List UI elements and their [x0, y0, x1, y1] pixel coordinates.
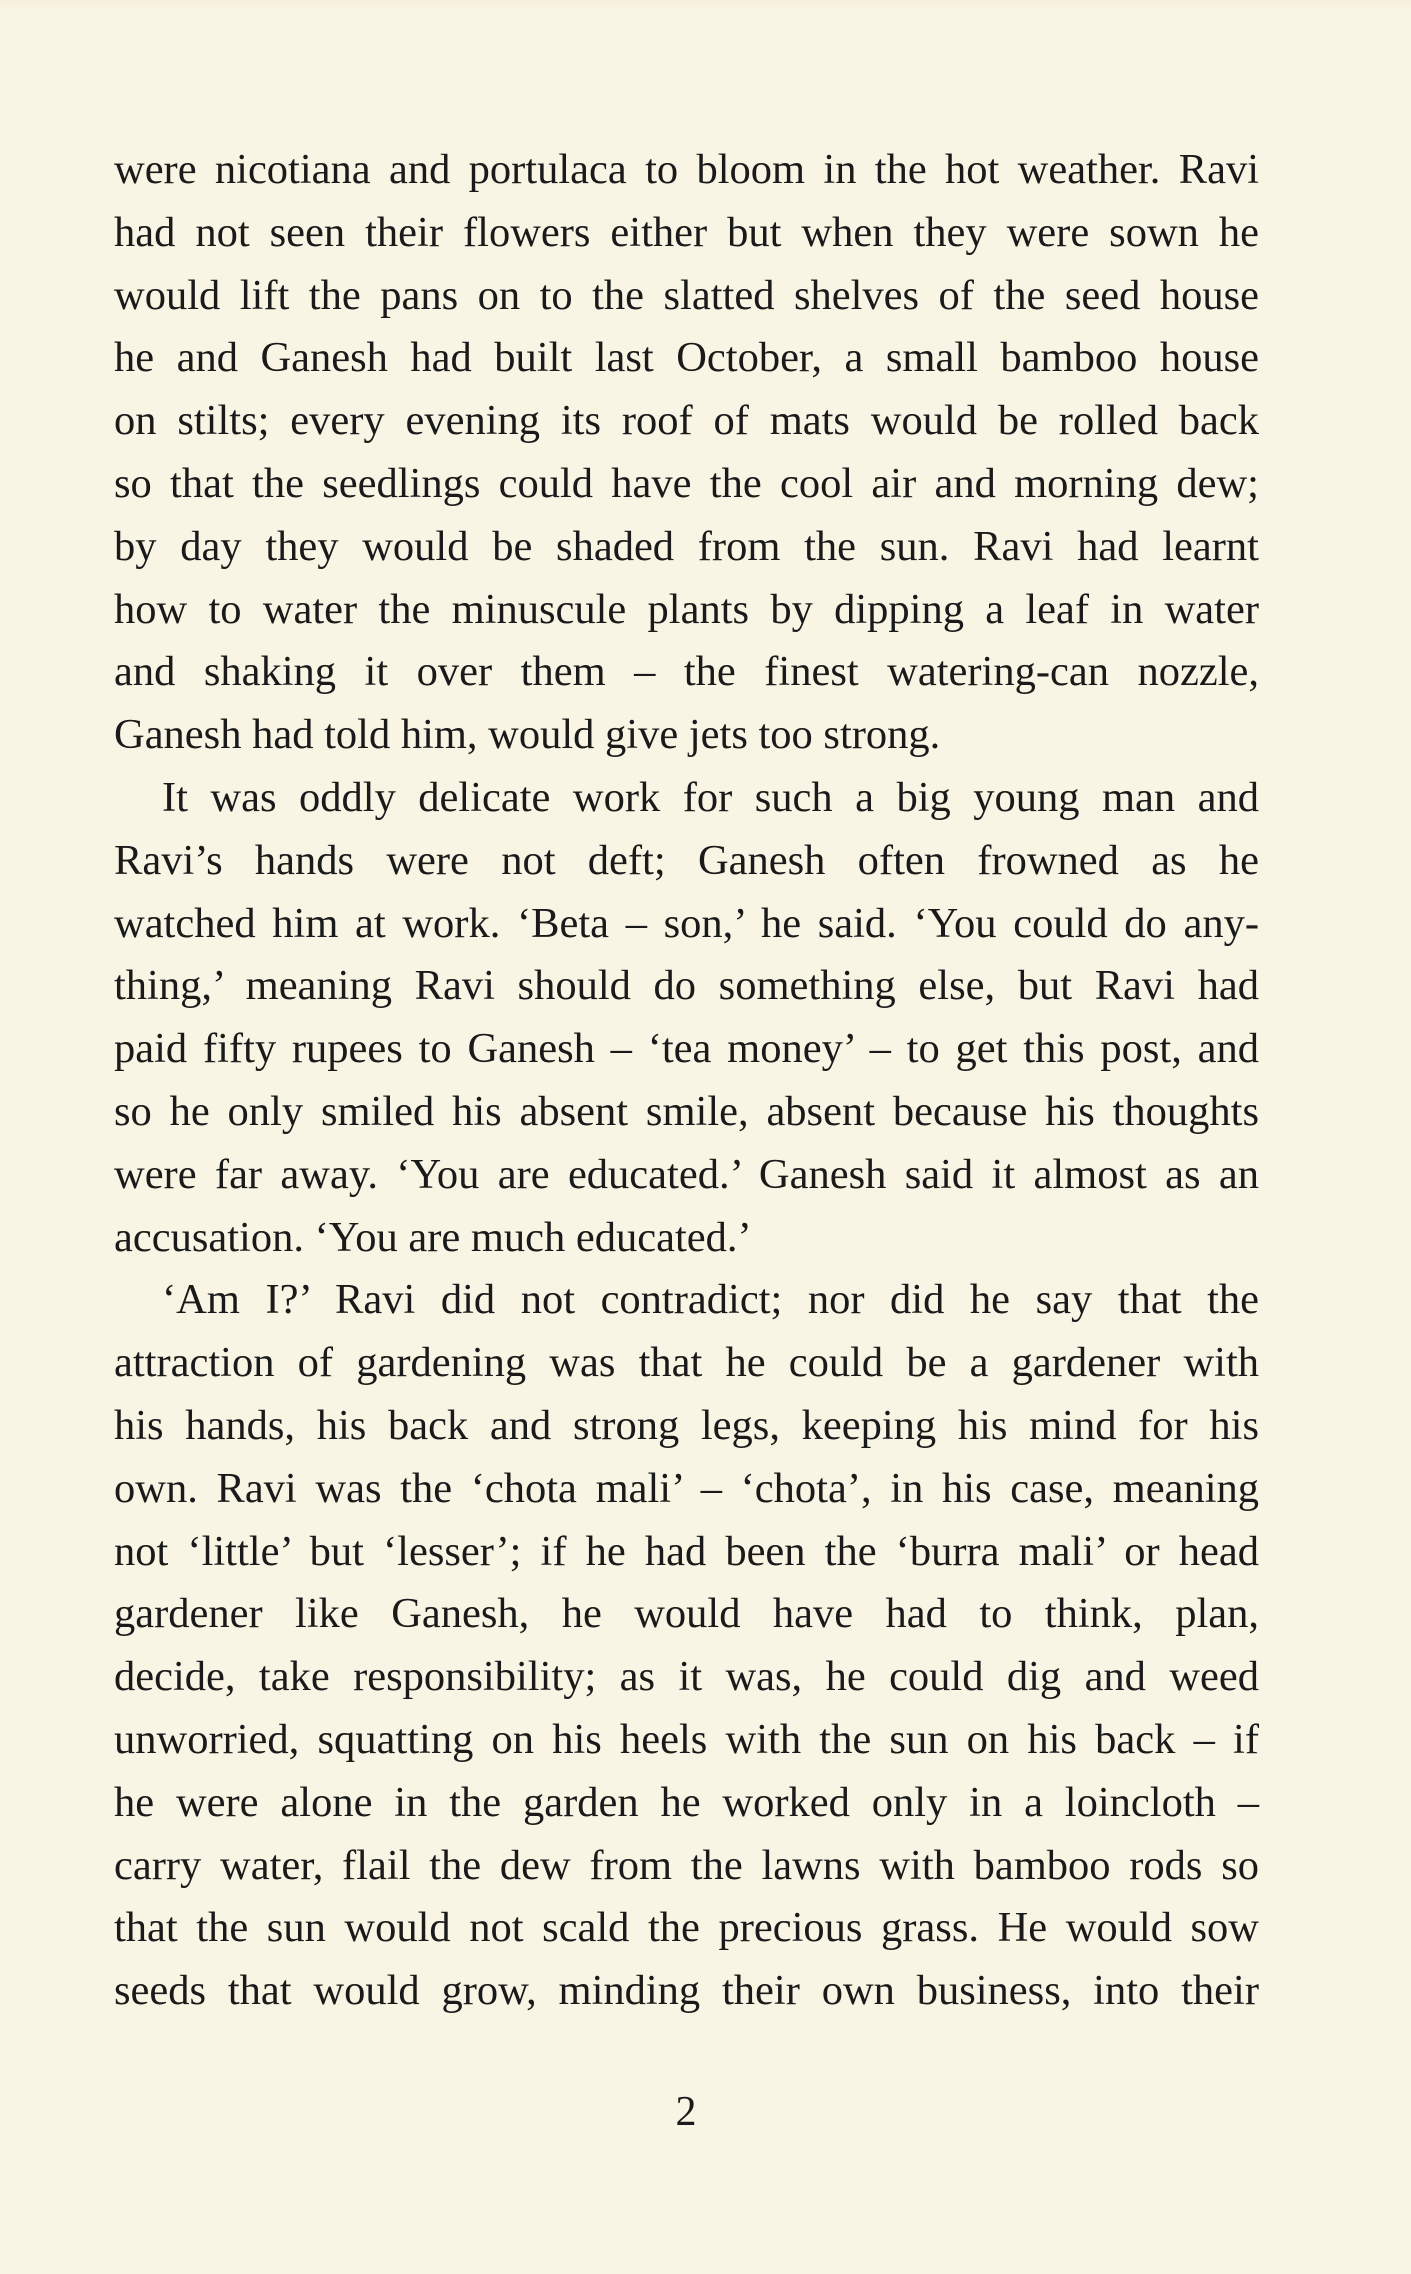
text-line: by day they would be shaded from the sun. Ravi had learnt	[114, 522, 1259, 570]
text-line: unworried, squatting on his heels with the sun on his back – if	[114, 1715, 1259, 1763]
text-line: not ‘little’ but ‘lesser’; if he had been the ‘burra mali’ or head	[114, 1527, 1259, 1575]
text-line: thing,’ meaning Ravi should do something else, but Ravi had	[114, 962, 1259, 1010]
text-line: and shaking it over them – the finest watering-can nozzle,	[114, 648, 1259, 696]
text-line: were nicotiana and portulaca to bloom in the hot weather. Ravi	[114, 146, 1259, 193]
text-line: own. Ravi was the ‘chota mali’ – ‘chota’, in his case, meaning	[114, 1464, 1259, 1512]
text-line: seeds that would grow, minding their own business, into their	[114, 1967, 1259, 2015]
text-line: ‘Am I?’ Ravi did not contradict; nor did he say that the	[162, 1276, 1259, 1324]
text-line: It was oddly delicate work for such a big young man and	[162, 773, 1259, 821]
text-line: accusation. ‘You are much educated.’	[114, 1213, 752, 1261]
text-line: had not seen their flowers either but when they were sown he	[114, 208, 1259, 256]
text-line: on stilts; every evening its roof of mats would be rolled back	[114, 397, 1259, 445]
text-line: were far away. ‘You are educated.’ Ganesh said it almost as an	[114, 1150, 1259, 1198]
text-line: that the sun would not scald the precious grass. He would sow	[114, 1904, 1259, 1952]
text-line: carry water, flail the dew from the lawns with bamboo rods so	[114, 1841, 1259, 1889]
text-line: his hands, his back and strong legs, keeping his mind for his	[114, 1401, 1259, 1449]
text-line: how to water the minuscule plants by dipping a leaf in water	[114, 585, 1259, 633]
text-line: watched him at work. ‘Beta – son,’ he said. ‘You could do any-	[114, 899, 1259, 947]
text-line: he and Ganesh had built last October, a small bamboo house	[114, 334, 1259, 382]
body-text	[114, 139, 1259, 2023]
text-line: he were alone in the garden he worked only in a loincloth –	[114, 1778, 1259, 1826]
text-line: gardener like Ganesh, he would have had to think, plan,	[114, 1590, 1259, 1638]
text-line: Ganesh had told him, would give jets too strong.	[114, 711, 941, 759]
text-line: would lift the pans on to the slatted shelves of the seed house	[114, 271, 1259, 319]
text-line: attraction of gardening was that he could be a gardener with	[114, 1339, 1259, 1387]
page-number: 2	[675, 2089, 697, 2135]
text-line: paid fifty rupees to Ganesh – ‘tea money’ – to get this post, and	[114, 1025, 1259, 1073]
text-line: decide, take responsibility; as it was, he could dig and weed	[114, 1653, 1259, 1701]
text-line: Ravi’s hands were not deft; Ganesh often frowned as he	[114, 836, 1259, 884]
text-line: so he only smiled his absent smile, absent because his thoughts	[114, 1087, 1259, 1135]
text-line: so that the seedlings could have the cool air and morning dew;	[114, 459, 1259, 507]
